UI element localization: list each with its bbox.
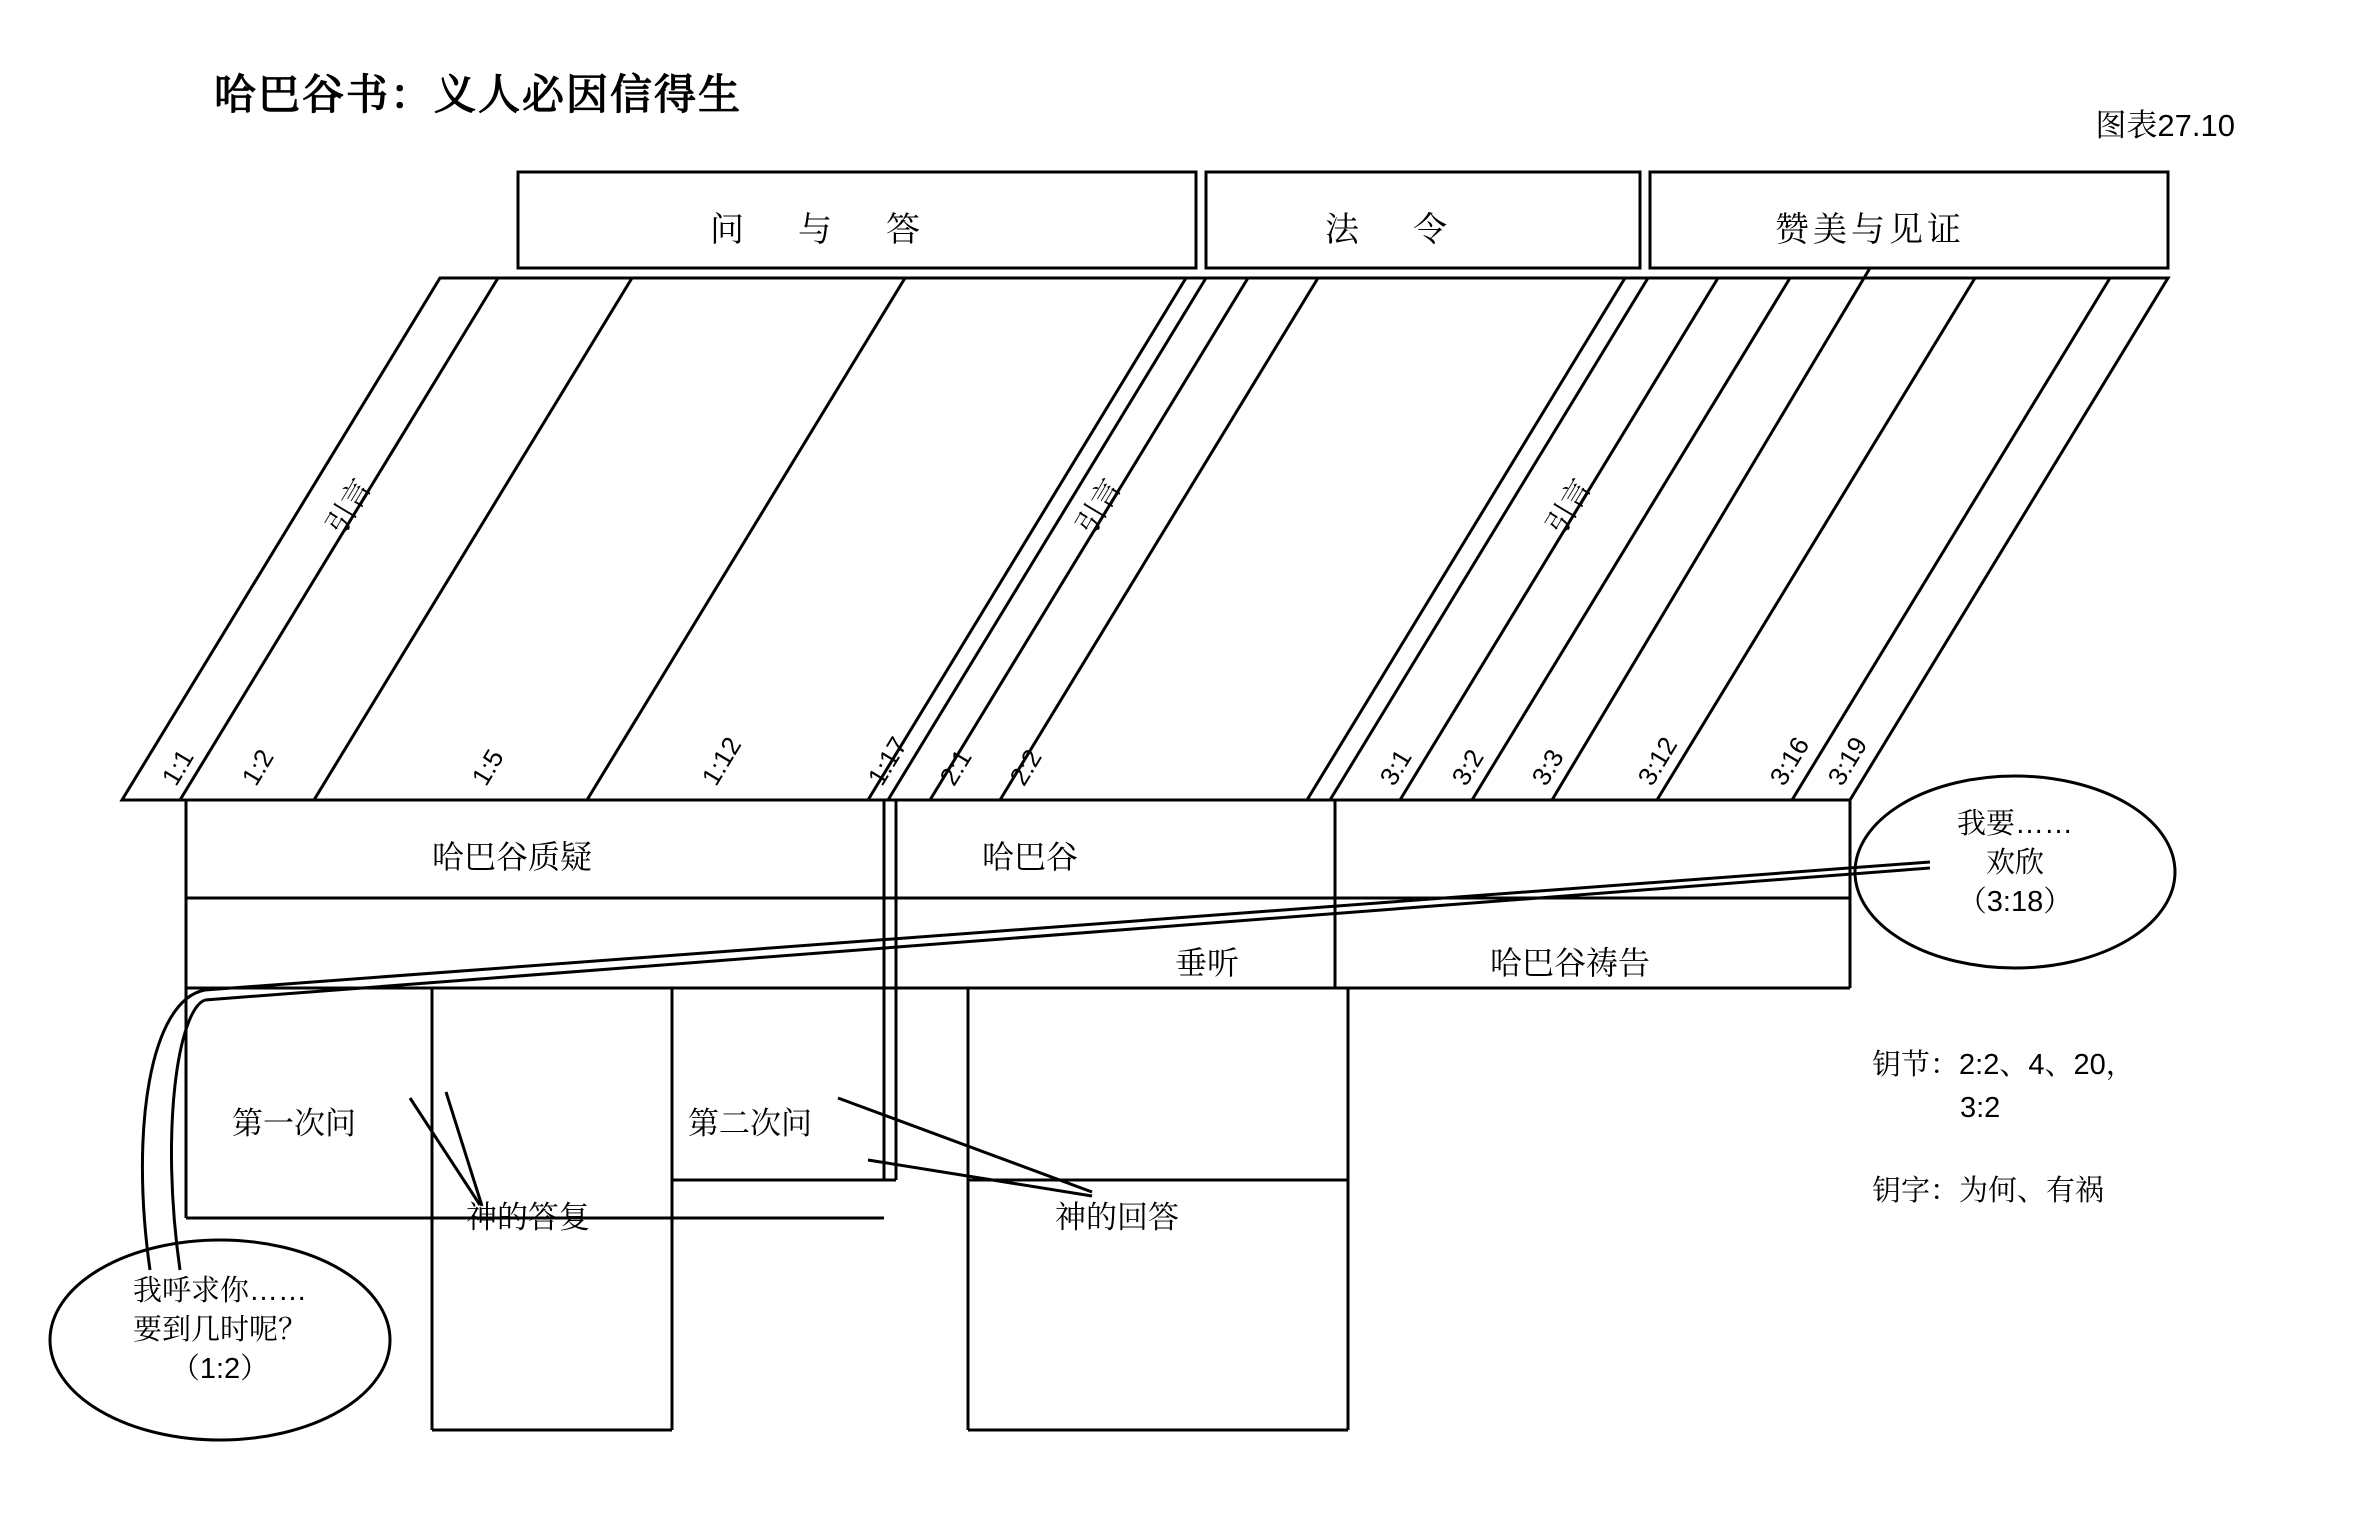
verse-ref-3-12: 3:12 xyxy=(1631,731,1684,791)
slant-label-2: 引言 xyxy=(1070,473,1129,540)
callout-right-line-2: 欢欣 xyxy=(1985,847,2044,880)
callout-right-line-3: （3:18） xyxy=(1957,886,2073,919)
verse-ref-1-1: 1:1 xyxy=(155,744,200,791)
bottom-label-gods-answer-1: 神的答复 xyxy=(466,1200,590,1235)
callout-left-text xyxy=(80,1272,360,1389)
leader-line-left-2 xyxy=(171,1000,205,1270)
verse-ref-3-19: 3:19 xyxy=(1821,731,1874,791)
slant-divider-31-32 xyxy=(1400,278,1718,800)
verse-ref-3-2: 3:2 xyxy=(1445,744,1490,791)
pointer-second-question-1 xyxy=(838,1098,1092,1192)
key-word-value: 为何、有祸 xyxy=(1959,1175,2105,1207)
callout-left-line-1: 我呼求你…… xyxy=(132,1275,307,1307)
slant-divider-32-33 xyxy=(1472,278,1790,800)
mid-section-label-2: 哈巴谷 xyxy=(982,839,1079,875)
mid-section-label-1: 哈巴谷质疑 xyxy=(432,839,593,875)
pointer-first-question-2 xyxy=(446,1092,482,1206)
top-band-label-1: 问 与 答 xyxy=(710,211,930,249)
pointer-first-question-1 xyxy=(410,1098,480,1205)
mid-section-label-3: 垂听 xyxy=(1175,945,1240,981)
callout-left-line-3: （1:2） xyxy=(170,1353,270,1386)
bottom-label-first-question: 第一次问 xyxy=(232,1106,356,1141)
callout-right-text xyxy=(1880,805,2150,922)
slant-divider-2-5 xyxy=(314,278,632,800)
slant-divider-316-319 xyxy=(1792,278,2110,800)
callout-left-line-2: 要到几时呢？ xyxy=(132,1314,307,1347)
verse-ref-3-1: 3:1 xyxy=(1373,744,1418,791)
slant-band-outline xyxy=(122,278,2168,800)
slant-divider-22-31 xyxy=(1307,278,1625,800)
key-verse-label: 钥节： xyxy=(1872,1049,1960,1081)
leader-line-right-1 xyxy=(205,862,1930,990)
bottom-label-gods-answer-2: 神的回答 xyxy=(1055,1200,1179,1235)
slant-label-1: 引言 xyxy=(320,473,379,540)
mid-section-label-4: 哈巴谷祷告 xyxy=(1490,945,1651,981)
slant-divider-12-17 xyxy=(868,278,1186,800)
verse-ref-3-3: 3:3 xyxy=(1525,744,1570,791)
top-band-label-3: 赞美与见证 xyxy=(1775,211,1965,249)
verse-ref-3-16: 3:16 xyxy=(1763,731,1816,791)
key-verse-row xyxy=(1872,1042,2135,1083)
verse-ref-1-5: 1:5 xyxy=(465,744,510,791)
key-verse-value-2: 3:2 xyxy=(1960,1092,2001,1124)
callout-right-line-1: 我要…… xyxy=(1956,808,2073,840)
bottom-label-second-question: 第二次问 xyxy=(688,1106,812,1141)
key-word-label: 钥字： xyxy=(1872,1175,1960,1207)
slant-divider-5-12 xyxy=(587,278,905,800)
slant-divider-17-21 xyxy=(930,278,1248,800)
top-band-label-2: 法 令 xyxy=(1325,211,1457,249)
chart-number: 图表27.10 xyxy=(2095,108,2235,143)
key-word-row xyxy=(1872,1168,2104,1209)
verse-ref-2-2: 2:2 xyxy=(1003,744,1048,791)
page-title: 哈巴谷书：义人必因信得生 xyxy=(214,71,743,118)
leader-line-right-2 xyxy=(205,868,1930,1000)
slant-divider-33-312 xyxy=(1552,268,1870,800)
verse-ref-2-1: 2:1 xyxy=(933,744,978,791)
verse-ref-1-17: 1:17 xyxy=(861,731,914,791)
verse-ref-1-2: 1:2 xyxy=(235,744,280,791)
verse-ref-1-12: 1:12 xyxy=(695,731,748,791)
slant-label-3: 引言 xyxy=(1540,473,1599,540)
key-verse-value: 2:2、4、20， xyxy=(1959,1049,2135,1081)
slant-divider-1-2 xyxy=(180,278,498,800)
key-verse-row-cont xyxy=(1960,1092,2000,1125)
